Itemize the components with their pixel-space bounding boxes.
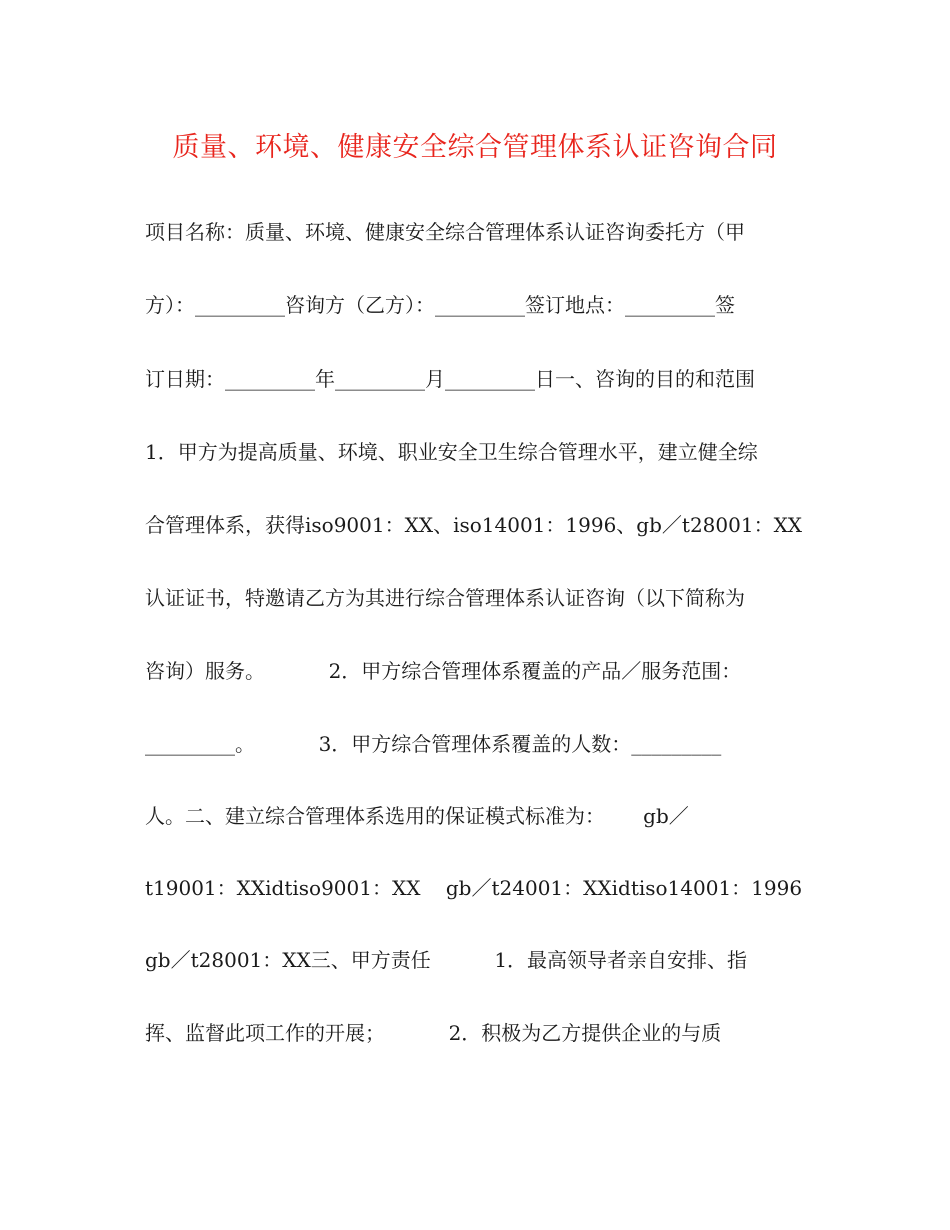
body-line-11: gb／t28001：XX三、甲方责任 1．最高领导者亲自安排、指 (145, 948, 748, 972)
body-line-9: 人。二、建立综合管理体系选用的保证模式标准为： gb／ (145, 804, 689, 828)
document-title: 质量、环境、健康安全综合管理体系认证咨询合同 (172, 132, 778, 163)
body-line-7: 咨询）服务。 2．甲方综合管理体系覆盖的产品／服务范围： (145, 659, 742, 683)
body-line-6: 认证证书，特邀请乙方为其进行综合管理体系认证咨询（以下简称为 (145, 586, 745, 610)
body-line-1: 项目名称：质量、环境、健康安全综合管理体系认证咨询委托方（甲 (145, 220, 745, 244)
body-line-2: 方）：_________咨询方（乙方）：_________签订地点：_________签 (145, 293, 735, 317)
body-line-10: t19001：XXidtiso9001：XX gb／t24001：XXidtiso14001：1996 (145, 876, 803, 900)
body-line-12: 挥、监督此项工作的开展； 2．积极为乙方提供企业的与质 (145, 1021, 722, 1045)
body-line-3: 订日期：_________年_________月_________日一、咨询的目的和范围 (145, 367, 755, 391)
body-line-5: 合管理体系，获得iso9001：XX、iso14001：1996、gb／t28001：XX (145, 513, 803, 537)
body-line-8: _________。 3．甲方综合管理体系覆盖的人数：_________ (145, 732, 722, 756)
body-line-4: 1．甲方为提高质量、环境、职业安全卫生综合管理水平，建立健全综 (145, 440, 758, 464)
